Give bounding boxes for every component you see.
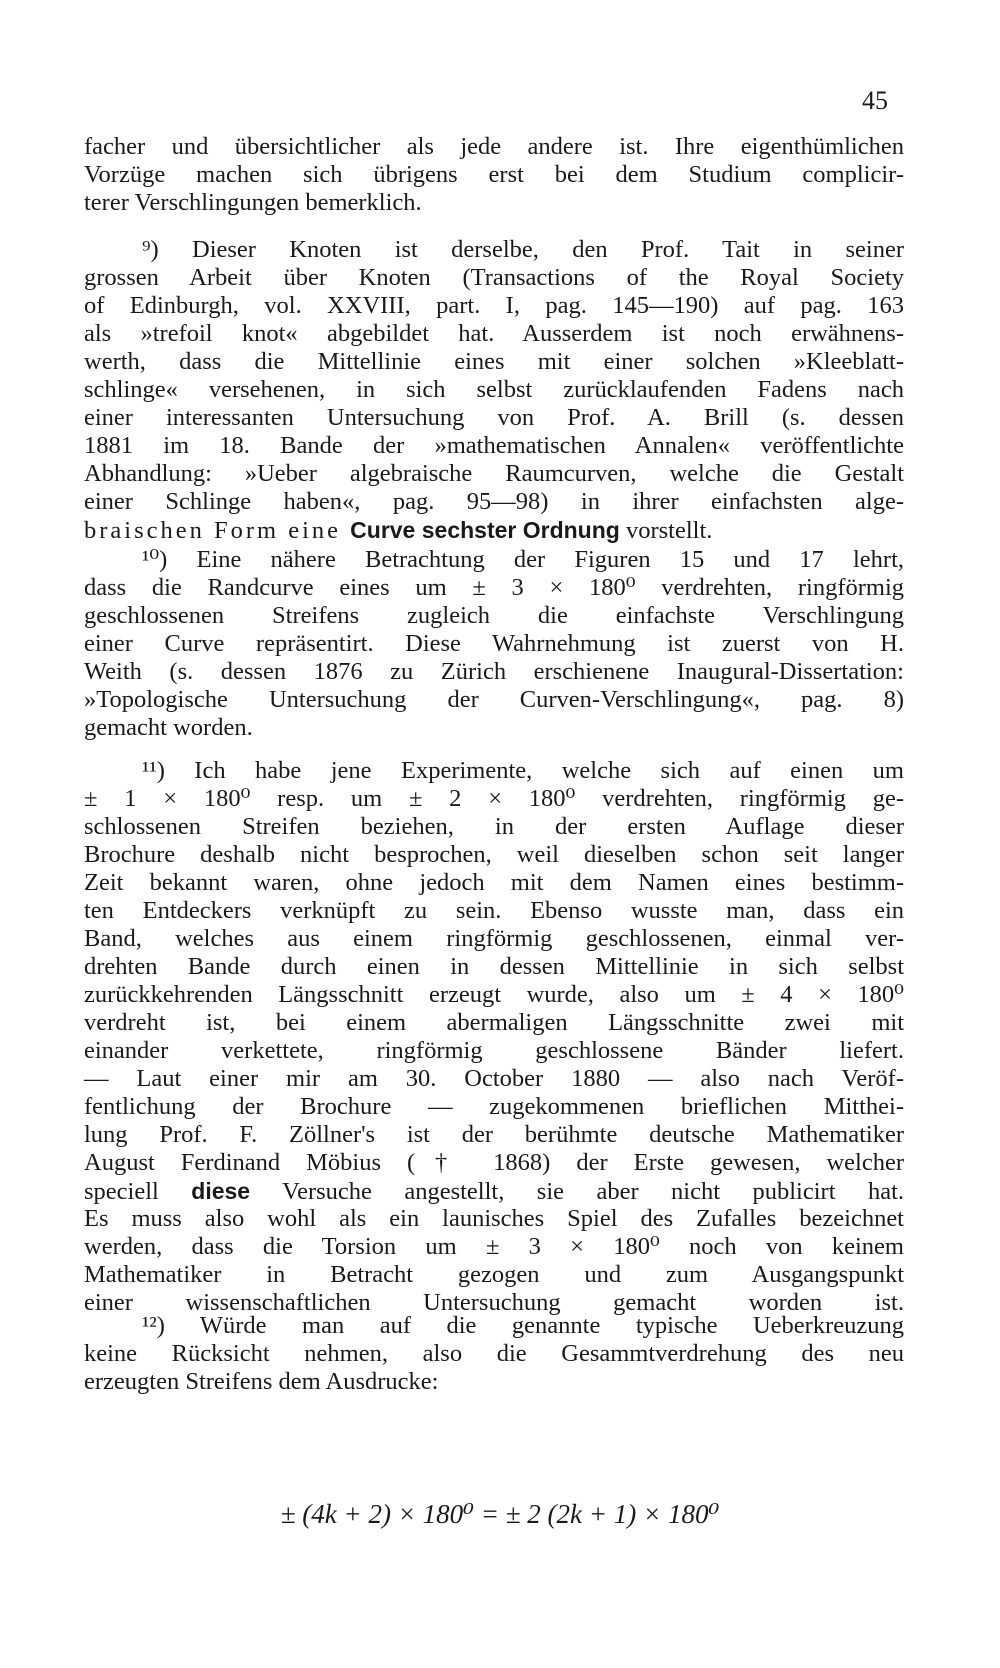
text-line: ⁹) Dieser Knoten ist derselbe, den Prof. Tait in seiner (142, 236, 904, 263)
text-line (84, 516, 904, 544)
footnote-9 (84, 236, 904, 544)
text-line: Abhandlung: »Ueber algebraische Raumcurven, welche die Gestalt (84, 460, 904, 487)
text-line: zurückkehrenden Längsschnitt erzeugt wurde, also um ± 4 × 180⁰ (84, 981, 904, 1008)
text-line: Brochure deshalb nicht besprochen, weil dieselben schon seit langer (84, 841, 904, 868)
text-line: Es muss also wohl als ein launisches Spiel des Zufalles bezeichnet (84, 1205, 904, 1232)
text-line: lung Prof. F. Zöllner's ist der berühmte deutsche Mathematiker (84, 1121, 904, 1148)
text-run: braischen Form eine (84, 517, 351, 544)
text-line: werth, dass die Mittellinie eines mit einer solchen »Kleeblatt- (84, 348, 904, 375)
text-line: erzeugten Streifens dem Ausdrucke: (84, 1368, 439, 1395)
text-line: facher und übersichtlicher als jede andere ist. Ihre eigenthümlichen (84, 133, 904, 160)
text-line: verdreht ist, bei einem abermaligen Längsschnitte zwei mit (84, 1009, 904, 1036)
text-line: einer Curve repräsentirt. Diese Wahrnehmung ist zuerst von H. (84, 630, 904, 657)
footnote-12 (84, 1312, 904, 1396)
text-line: grossen Arbeit über Knoten (Transactions of the Royal Society (84, 264, 904, 291)
page-number: 45 (862, 86, 888, 115)
text-line: schlinge« versehenen, in sich selbst zurücklaufenden Fadens nach (84, 376, 904, 403)
text-line: ¹²) Würde man auf die genannte typische Ueberkreuzung (142, 1312, 904, 1339)
text-line: of Edinburgh, vol. XXVIII, part. I, pag. 145—190) auf pag. 163 (84, 292, 904, 319)
text-line: »Topologische Untersuchung der Curven-Verschlingung«, pag. 8) (84, 686, 904, 713)
text-line: ten Entdeckers verknüpft zu sein. Ebenso wusste man, dass ein (84, 897, 904, 924)
text-line: drehten Bande durch einen in dessen Mittellinie in sich selbst (84, 953, 904, 980)
text-line (84, 1177, 904, 1205)
text-line: fentlichung der Brochure — zugekommenen brieflichen Mitthei- (84, 1093, 904, 1120)
text-line: einer interessanten Untersuchung von Prof. A. Brill (s. dessen (84, 404, 904, 431)
footnote-11 (84, 757, 904, 1317)
text-line: — Laut einer mir am 30. October 1880 — also nach Veröf- (84, 1065, 904, 1092)
text-run: vorstellt. (619, 517, 713, 544)
text-line: ± 1 × 180⁰ resp. um ± 2 × 180⁰ verdrehten, ringförmig ge- (84, 785, 904, 812)
text-line: schlossenen Streifen beziehen, in der ersten Auflage dieser (84, 813, 904, 840)
text-line: gemacht worden. (84, 714, 253, 741)
text-line: einander verkettete, ringförmig geschlossene Bänder liefert. (84, 1037, 904, 1064)
text-line: Vorzüge machen sich übrigens erst bei dem Studium complicir- (84, 161, 904, 188)
text-run: Versuche angestellt, sie aber nicht publicirt hat. (250, 1178, 905, 1205)
text-line: Weith (s. dessen 1876 zu Zürich erschienene Inaugural-Dissertation: (84, 658, 904, 685)
intro-paragraph (84, 133, 904, 217)
text-line: ¹⁰) Eine nähere Betrachtung der Figuren 15 und 17 lehrt, (142, 546, 904, 573)
text-line: geschlossenen Streifens zugleich die einfachste Verschlingung (84, 602, 904, 629)
text-line: 1881 im 18. Bande der »mathematischen Annalen« veröffentlichte (84, 432, 904, 459)
text-line: dass die Randcurve eines um ± 3 × 180⁰ verdrehten, ringförmig (84, 574, 904, 601)
text-line: werden, dass die Torsion um ± 3 × 180⁰ noch von keinem (84, 1233, 904, 1260)
text-line: terer Verschlingungen bemerklich. (84, 189, 422, 216)
text-line: als »trefoil knot« abgebildet hat. Ausserdem ist noch erwähnens- (84, 320, 904, 347)
text-line: einer Schlinge haben«, pag. 95—98) in ihrer einfachsten alge- (84, 488, 904, 515)
text-line: Band, welches aus einem ringförmig geschlossenen, einmal ver- (84, 925, 904, 952)
text-line: ¹¹) Ich habe jene Experimente, welche sich auf einen um (142, 757, 904, 784)
emphasis-bold: diese (191, 1178, 251, 1204)
text-line: einer wissenschaftlichen Untersuchung gemacht worden ist. (84, 1289, 904, 1316)
text-line: Mathematiker in Betracht gezogen und zum Ausgangspunkt (84, 1261, 904, 1288)
text-line: keine Rücksicht nehmen, also die Gesammtverdrehung des neu (84, 1340, 904, 1367)
emphasis-bold: Curve sechster Ordnung (350, 517, 620, 543)
text-line: Zeit bekannt waren, ohne jedoch mit dem Namen eines bestimm- (84, 869, 904, 896)
text-run: speciell (84, 1178, 192, 1205)
text-line: August Ferdinand Möbius († 1868) der Erste gewesen, welcher (84, 1149, 904, 1176)
footnote-10 (84, 546, 904, 742)
equation: ± (4k + 2) × 180⁰ = ± 2 (2k + 1) × 180⁰ (280, 1499, 720, 1529)
